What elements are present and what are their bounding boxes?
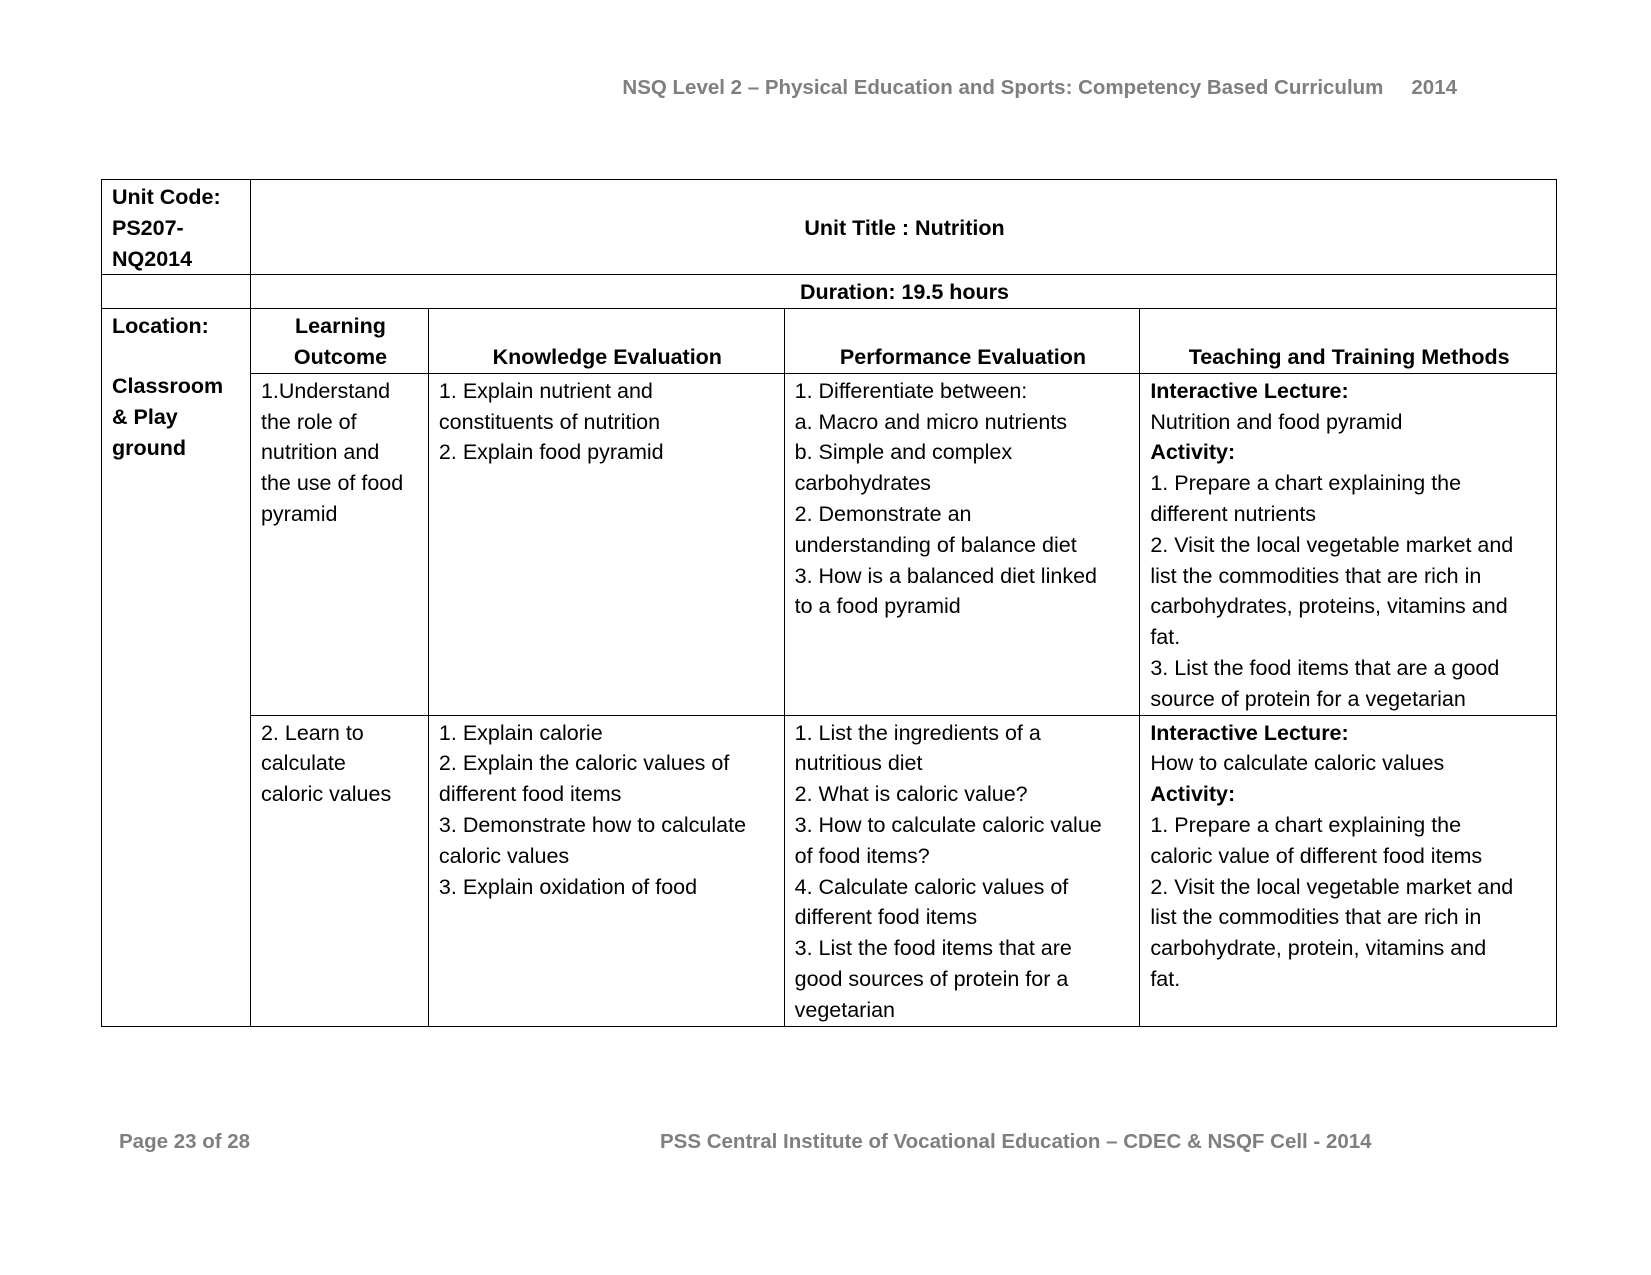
text-line: 3. How to calculate caloric value	[794, 812, 1102, 837]
text-line: carbohydrates	[794, 471, 931, 496]
text-line: How to calculate caloric values	[1150, 751, 1445, 776]
text-line: 1. List the ingredients of a	[794, 720, 1041, 745]
header-performance-evaluation: Performance Evaluation	[784, 309, 1140, 374]
interactive-lecture-heading: Interactive Lecture:	[1150, 720, 1349, 745]
text-line: understanding of balance diet	[794, 532, 1077, 557]
text-line: 1. Differentiate between:	[794, 378, 1028, 403]
page-number: Page 23 of 28	[119, 1130, 251, 1153]
text-line: Nutrition and food pyramid	[1150, 409, 1403, 434]
text-line: of food items?	[794, 843, 930, 868]
text-line: 2. Learn to	[260, 720, 364, 745]
knowledge-cell	[428, 715, 784, 1026]
text-line: 2. Visit the local vegetable market and	[1150, 874, 1514, 899]
text-line: fat.	[1150, 625, 1181, 650]
outcome-cell	[250, 373, 428, 715]
knowledge-cell	[428, 373, 784, 715]
text-line: 4. Calculate caloric values of	[794, 874, 1069, 899]
text-line: carbohydrate, protein, vitamins and	[1150, 936, 1487, 961]
text-line: the role of	[260, 409, 357, 434]
text-line: a. Macro and micro nutrients	[794, 409, 1068, 434]
column-header-row	[102, 309, 1557, 374]
text-line: 3. List the food items that are a good	[1150, 655, 1500, 680]
text-line: list the commodities that are rich in	[1150, 905, 1482, 930]
page-header	[622, 76, 1457, 100]
text-line: caloric values	[260, 782, 392, 807]
teaching-cell	[1140, 373, 1557, 715]
performance-cell	[784, 715, 1140, 1026]
text-line: list the commodities that are rich in	[1150, 563, 1482, 588]
activity-heading: Activity:	[1150, 782, 1236, 807]
text-line: nutrition and	[260, 440, 380, 465]
table-row	[102, 715, 1557, 1026]
text-line: 2. Explain food pyramid	[438, 440, 664, 465]
text-line: vegetarian	[794, 997, 896, 1022]
interactive-lecture-heading: Interactive Lecture:	[1150, 378, 1349, 403]
footer-institute: PSS Central Institute of Vocational Education – CDEC & NSQF Cell - 2014	[660, 1130, 1372, 1153]
text-line: caloric value of different food items	[1150, 843, 1483, 868]
text-line: different food items	[438, 782, 622, 807]
location-line-1: Classroom	[112, 373, 224, 398]
text-line: caloric values	[438, 843, 570, 868]
teaching-cell	[1140, 715, 1557, 1026]
text-line: carbohydrates, proteins, vitamins and	[1150, 594, 1508, 619]
location-line-2: & Play	[112, 404, 178, 429]
header-learning-line-2: Outcome	[293, 344, 388, 369]
text-line: fat.	[1150, 966, 1181, 991]
duration: Duration: 19.5 hours	[250, 275, 1556, 309]
activity-heading: Activity:	[1150, 440, 1236, 465]
text-line: 1. Explain calorie	[438, 720, 603, 745]
text-line: 1.Understand	[260, 378, 391, 403]
curriculum-table	[101, 179, 1557, 1027]
duration-row	[102, 275, 1557, 309]
text-line: different food items	[794, 905, 978, 930]
text-line: good sources of protein for a	[794, 966, 1069, 991]
text-line: the use of food	[260, 471, 404, 496]
unit-title: Unit Title : Nutrition	[250, 180, 1556, 275]
header-knowledge-evaluation: Knowledge Evaluation	[428, 309, 784, 374]
performance-cell	[784, 373, 1140, 715]
header-year: 2014	[1411, 76, 1457, 99]
table-row	[102, 373, 1557, 715]
text-line: to a food pyramid	[794, 594, 961, 619]
header-title: NSQ Level 2 – Physical Education and Sports: Competency Based Curriculum	[622, 76, 1384, 99]
location-line-3: ground	[112, 435, 187, 460]
unit-code-cell	[102, 180, 251, 275]
text-line: different nutrients	[1150, 501, 1317, 526]
unit-code-part2: NQ2014	[112, 246, 193, 271]
text-line: 3. How is a balanced diet linked	[794, 563, 1097, 588]
text-line: 2. Explain the caloric values of	[438, 751, 730, 776]
header-learning-outcome	[250, 309, 428, 374]
text-line: constituents of nutrition	[438, 409, 661, 434]
empty-cell	[102, 275, 251, 309]
text-line: 1. Explain nutrient and	[438, 378, 653, 403]
text-line: 1. Prepare a chart explaining the	[1150, 471, 1462, 496]
unit-code-part1: PS207-	[112, 215, 184, 240]
location-cell	[102, 309, 251, 1026]
text-line: 3. Demonstrate how to calculate	[438, 812, 747, 837]
outcome-cell	[250, 715, 428, 1026]
text-line: 3. List the food items that are	[794, 936, 1072, 961]
text-line: nutritious diet	[794, 751, 923, 776]
location-label: Location:	[112, 314, 209, 339]
location-spacer	[112, 342, 242, 371]
text-line: source of protein for a vegetarian	[1150, 686, 1466, 711]
text-line: 2. Demonstrate an	[794, 501, 972, 526]
text-line: b. Simple and complex	[794, 440, 1013, 465]
text-line: 2. Visit the local vegetable market and	[1150, 532, 1514, 557]
text-line: 3. Explain oxidation of food	[438, 874, 698, 899]
header-teaching-methods: Teaching and Training Methods	[1140, 309, 1557, 374]
unit-row	[102, 180, 1557, 275]
text-line: pyramid	[260, 501, 338, 526]
text-line: 2. What is caloric value?	[794, 782, 1028, 807]
text-line: calculate	[260, 751, 346, 776]
unit-code-label: Unit Code:	[112, 185, 221, 209]
text-line: 1. Prepare a chart explaining the	[1150, 812, 1462, 837]
header-learning-line-1: Learning	[295, 314, 386, 339]
